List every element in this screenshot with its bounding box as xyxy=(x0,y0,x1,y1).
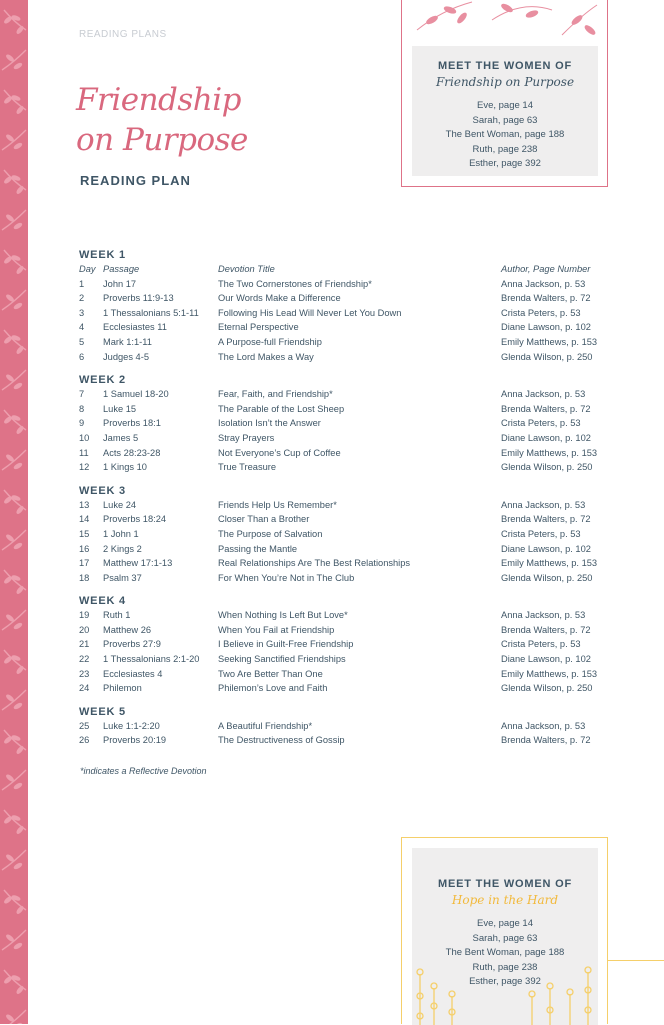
cell-title: True Treasure xyxy=(218,462,277,473)
title-line-1: Friendship xyxy=(76,82,242,118)
cell-passage: 1 Thessalonians 5:1-11 xyxy=(103,307,199,318)
table-row xyxy=(79,571,619,586)
card-list-item: The Bent Woman, page 188 xyxy=(445,129,565,140)
cell-passage: 1 Kings 10 xyxy=(103,462,147,473)
page-subtitle: READING PLAN xyxy=(80,173,191,188)
table-row xyxy=(79,350,619,365)
cell-author: Emily Matthews, p. 153 xyxy=(501,447,598,458)
cell-passage: Luke 15 xyxy=(103,403,137,414)
table-row xyxy=(79,416,619,431)
column-headers xyxy=(79,262,619,277)
cell-author: Crista Peters, p. 53 xyxy=(501,418,581,429)
card-list-item: Eve, page 14 xyxy=(477,100,533,111)
cell-passage: Ecclesiastes 4 xyxy=(103,668,163,679)
card-list-item: Sarah, page 63 xyxy=(472,114,538,126)
table-row xyxy=(79,291,619,306)
card-subtitle: Friendship on Purpose xyxy=(435,75,575,89)
cell-title: For When You’re Not in The Club xyxy=(218,572,355,583)
cell-day: 10 xyxy=(79,432,90,443)
table-row xyxy=(79,306,619,321)
cell-author: Brenda Walters, p. 72 xyxy=(501,624,591,635)
card-list-item: The Bent Woman, page 188 xyxy=(445,947,565,958)
table-row xyxy=(79,498,619,513)
cell-passage: James 5 xyxy=(103,432,139,443)
cell-title: A Purpose-full Friendship xyxy=(218,336,322,347)
cell-author: Glenda Wilson, p. 250 xyxy=(501,683,593,694)
cell-title: Real Relationships Are The Best Relationships xyxy=(218,558,411,569)
cell-day: 17 xyxy=(79,558,90,569)
col-day: Day xyxy=(79,264,96,274)
cell-day: 23 xyxy=(79,668,90,679)
cell-author: Brenda Walters, p. 72 xyxy=(501,735,591,746)
table-row xyxy=(79,320,619,335)
cell-passage: 1 Samuel 18-20 xyxy=(103,389,169,400)
cell-author: Anna Jackson, p. 53 xyxy=(501,610,586,621)
cell-passage: Luke 1:1-2:20 xyxy=(103,720,160,731)
cell-title: When You Fail at Friendship xyxy=(218,624,335,635)
table-row xyxy=(79,667,619,682)
cell-day: 24 xyxy=(79,683,90,694)
cell-day: 2 xyxy=(79,293,85,304)
card-list-item: Esther, page 392 xyxy=(469,158,541,169)
cell-day: 3 xyxy=(79,307,85,318)
cell-title: The Purpose of Salvation xyxy=(218,528,323,539)
cell-day: 20 xyxy=(79,624,90,635)
title-line-2: on Purpose xyxy=(76,122,248,158)
table-row xyxy=(79,623,619,638)
card-heading: MEET THE WOMEN OF xyxy=(438,878,572,890)
cell-title: Stray Prayers xyxy=(218,432,275,443)
cell-author: Crista Peters, p. 53 xyxy=(501,639,581,650)
card-list-item: Ruth, page 238 xyxy=(472,961,538,973)
week-heading: WEEK 5 xyxy=(79,705,126,718)
cell-author: Brenda Walters, p. 72 xyxy=(501,403,591,414)
cell-day: 16 xyxy=(79,543,90,554)
cell-day: 4 xyxy=(79,322,85,333)
cell-passage: Proverbs 11:9-13 xyxy=(103,293,174,304)
table-row xyxy=(79,527,619,542)
cell-title: The Two Cornerstones of Friendship* xyxy=(218,278,372,289)
cell-author: Diane Lawson, p. 102 xyxy=(501,543,591,554)
col-author: Author, Page Number xyxy=(501,264,591,274)
cell-title: Closer Than a Brother xyxy=(218,514,310,525)
cell-passage: Proverbs 20:19 xyxy=(103,735,167,746)
card-heading: MEET THE WOMEN OF xyxy=(438,60,572,72)
cell-day: 6 xyxy=(79,351,85,362)
card-list-item: Ruth, page 238 xyxy=(472,143,538,155)
cell-title: I Believe in Guilt-Free Friendship xyxy=(218,639,354,650)
cell-passage: Proverbs 18:24 xyxy=(103,514,167,525)
cell-title: Isolation Isn’t the Answer xyxy=(218,418,321,429)
cell-title: Eternal Perspective xyxy=(218,322,299,333)
table-row xyxy=(79,637,619,652)
cell-author: Crista Peters, p. 53 xyxy=(501,307,581,318)
cell-title: A Beautiful Friendship* xyxy=(218,720,313,731)
page-title xyxy=(76,80,248,160)
cell-passage: Psalm 37 xyxy=(103,572,142,583)
decorative-leaf-border xyxy=(0,0,28,1024)
cell-day: 26 xyxy=(79,735,90,746)
cell-author: Glenda Wilson, p. 250 xyxy=(501,462,593,473)
table-row xyxy=(79,277,619,292)
cell-passage: Matthew 17:1-13 xyxy=(103,558,173,569)
cell-author: Emily Matthews, p. 153 xyxy=(501,668,598,679)
cell-day: 12 xyxy=(79,462,90,473)
cell-author: Brenda Walters, p. 72 xyxy=(501,514,591,525)
cell-author: Diane Lawson, p. 102 xyxy=(501,432,591,443)
table-row xyxy=(79,652,619,667)
cell-author: Diane Lawson, p. 102 xyxy=(501,322,591,333)
cell-author: Glenda Wilson, p. 250 xyxy=(501,351,593,362)
cell-passage: Matthew 26 xyxy=(103,624,152,635)
cell-passage: Philemon xyxy=(103,683,142,694)
cell-day: 14 xyxy=(79,514,90,525)
cell-day: 15 xyxy=(79,528,90,539)
leaf-pattern-icon xyxy=(0,0,28,1024)
table-row xyxy=(79,402,619,417)
cell-day: 1 xyxy=(79,278,85,289)
week-heading: WEEK 2 xyxy=(79,374,126,387)
cell-day: 7 xyxy=(79,389,85,400)
cell-day: 5 xyxy=(79,336,85,347)
cell-title: The Destructiveness of Gossip xyxy=(218,735,345,746)
table-row xyxy=(79,387,619,402)
cell-author: Diane Lawson, p. 102 xyxy=(501,654,591,665)
card-list-item: Esther, page 392 xyxy=(469,976,541,987)
cell-title: Our Words Make a Difference xyxy=(218,293,341,304)
table-row xyxy=(79,446,619,461)
col-passage: Passage xyxy=(103,264,140,274)
cell-day: 25 xyxy=(79,720,90,731)
cell-title: Fear, Faith, and Friendship* xyxy=(218,389,333,400)
cell-passage: Mark 1:1-11 xyxy=(103,336,152,347)
cell-title: Philemon’s Love and Faith xyxy=(218,683,328,694)
cell-author: Brenda Walters, p. 72 xyxy=(501,293,591,304)
cell-author: Emily Matthews, p. 153 xyxy=(501,558,598,569)
week-heading: WEEK 4 xyxy=(79,595,126,608)
cell-title: Two Are Better Than One xyxy=(218,668,323,679)
cell-passage: Ruth 1 xyxy=(103,610,131,621)
cell-title: Seeking Sanctified Friendships xyxy=(218,654,346,665)
cell-day: 8 xyxy=(79,403,85,414)
cell-title: The Parable of the Lost Sheep xyxy=(218,403,345,414)
cell-title: Friends Help Us Remember* xyxy=(218,499,337,510)
cell-author: Crista Peters, p. 53 xyxy=(501,528,581,539)
cell-author: Anna Jackson, p. 53 xyxy=(501,720,586,731)
meet-the-women-card-bottom xyxy=(401,837,608,1024)
cell-passage: Luke 24 xyxy=(103,499,137,510)
floral-pattern-icon xyxy=(412,0,598,40)
table-row xyxy=(79,733,619,748)
divider-line xyxy=(608,960,664,961)
cell-passage: 2 Kings 2 xyxy=(103,543,142,554)
cell-title: Following His Lead Will Never Let You Down xyxy=(218,307,402,318)
cell-passage: Judges 4-5 xyxy=(103,351,149,362)
week-heading: WEEK 1 xyxy=(79,249,126,261)
meet-the-women-card-top xyxy=(401,0,608,187)
col-title: Devotion Title xyxy=(218,264,275,274)
section-kicker: READING PLANS xyxy=(79,29,167,40)
cell-author: Anna Jackson, p. 53 xyxy=(501,389,586,400)
table-row xyxy=(79,556,619,571)
cell-day: 19 xyxy=(79,610,90,621)
table-row xyxy=(79,681,619,696)
cell-title: Passing the Mantle xyxy=(218,543,298,554)
cell-author: Anna Jackson, p. 53 xyxy=(501,499,586,510)
cell-author: Anna Jackson, p. 53 xyxy=(501,278,586,289)
table-row xyxy=(79,460,619,475)
cell-passage: Proverbs 27:9 xyxy=(103,639,161,650)
table-row xyxy=(79,608,619,623)
cell-title: The Lord Makes a Way xyxy=(218,351,314,362)
footnote: *indicates a Reflective Devotion xyxy=(80,766,207,776)
cell-author: Glenda Wilson, p. 250 xyxy=(501,572,593,583)
table-row xyxy=(79,719,619,734)
cell-passage: 1 Thessalonians 2:1-20 xyxy=(103,654,200,665)
cell-passage: Proverbs 18:1 xyxy=(103,418,161,429)
cell-day: 11 xyxy=(79,447,89,458)
table-row xyxy=(79,335,619,350)
table-row xyxy=(79,512,619,527)
cell-passage: 1 John 1 xyxy=(103,528,139,539)
table-row xyxy=(79,431,619,446)
cell-day: 9 xyxy=(79,418,85,429)
cell-day: 22 xyxy=(79,654,90,665)
cell-day: 13 xyxy=(79,499,90,510)
cell-title: Not Everyone’s Cup of Coffee xyxy=(218,447,341,458)
cell-passage: Acts 28:23-28 xyxy=(103,447,161,458)
cell-title: When Nothing Is Left But Love* xyxy=(218,610,348,621)
week-heading: WEEK 3 xyxy=(79,484,126,497)
table-row xyxy=(79,542,619,557)
cell-author: Emily Matthews, p. 153 xyxy=(501,336,598,347)
cell-passage: Ecclesiastes 11 xyxy=(103,322,167,333)
card-list-item: Eve, page 14 xyxy=(477,918,533,929)
cell-passage: John 17 xyxy=(103,278,137,289)
cell-day: 18 xyxy=(79,572,90,583)
card-subtitle: Hope in the Hard xyxy=(451,893,559,907)
branch-pattern-icon xyxy=(412,966,598,1025)
reading-plan-table xyxy=(79,248,619,748)
cell-day: 21 xyxy=(79,639,90,650)
card-list-item: Sarah, page 63 xyxy=(472,932,538,944)
